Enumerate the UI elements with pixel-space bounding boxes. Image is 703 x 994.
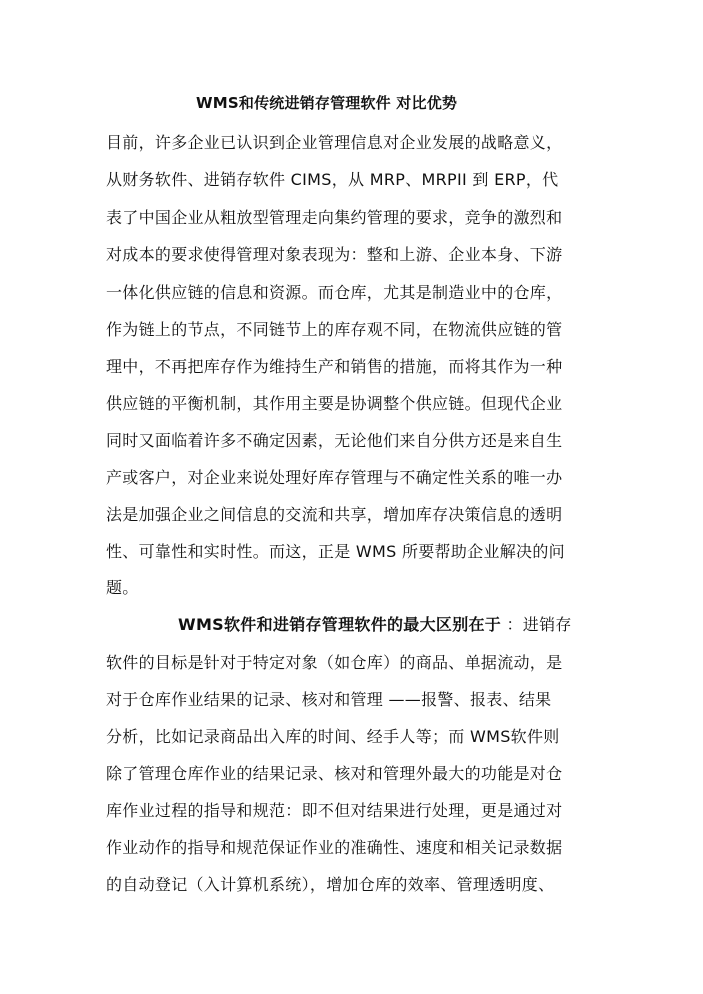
paragraph1-line-8: 供应链的平衡机制，其作用主要是协调整个供应链。但现代企业 bbox=[106, 394, 563, 413]
paragraph1-line-12: 性、可靠性和实时性。而这，正是 WMS 所要帮助企业解决的问 bbox=[106, 542, 565, 561]
paragraph1-line-4: 对成本的要求使得管理对象表现为：整和上游、企业本身、下游 bbox=[106, 245, 563, 264]
paragraph1-line-13: 题。 bbox=[106, 578, 139, 597]
paragraph2-line-1: 软件的目标是针对于特定对象（如仓库）的商品、单据流动，是 bbox=[106, 653, 563, 672]
paragraph2-line-7: 的自动登记（入计算机系统），增加仓库的效率、管理透明度、 bbox=[106, 875, 555, 894]
document-title: WMS和传统进销存管理软件 对比优势 bbox=[196, 94, 458, 112]
paragraph1-line-11: 法是加强企业之间信息的交流和共享，增加库存决策信息的透明 bbox=[106, 505, 563, 524]
paragraph2-line-3: 分析，比如记录商品出入库的时间、经手人等；而 WMS软件则 bbox=[106, 727, 560, 746]
paragraph2-line-4: 除了管理仓库作业的结果记录、核对和管理外最大的功能是对仓 bbox=[106, 764, 563, 783]
paragraph1-line-10: 产或客户，对企业来说处理好库存管理与不确定性关系的唯一办 bbox=[106, 468, 563, 487]
paragraph2-line-5: 库作业过程的指导和规范：即不但对结果进行处理，更是通过对 bbox=[106, 801, 563, 820]
paragraph1-line-3: 表了中国企业从粗放型管理走向集约管理的要求，竞争的激烈和 bbox=[106, 208, 563, 227]
paragraph1-line-1: 目前，许多企业已认识到企业管理信息对企业发展的战略意义， bbox=[106, 133, 563, 152]
paragraph1-line-6: 作为链上的节点，不同链节上的库存观不同，在物流供应链的管 bbox=[106, 320, 563, 339]
paragraph1-line-7: 理中，不再把库存作为维持生产和销售的措施，而将其作为一种 bbox=[106, 357, 563, 376]
paragraph1-line-9: 同时又面临着许多不确定因素，无论他们来自分供方还是来自生 bbox=[106, 431, 563, 450]
paragraph2-line-6: 作业动作的指导和规范保证作业的准确性、速度和相关记录数据 bbox=[106, 838, 563, 857]
paragraph2-lead: WMS软件和进销存管理软件的最大区别在于 bbox=[178, 615, 502, 634]
paragraph2-first-line bbox=[178, 612, 572, 635]
paragraph1-line-5: 一体化供应链的信息和资源。而仓库，尤其是制造业中的仓库， bbox=[106, 283, 563, 302]
paragraph2-lead-rest: ：进销存 bbox=[501, 615, 572, 634]
paragraph2-line-2: 对于仓库作业结果的记录、核对和管理 ——报警、报表、结果 bbox=[106, 690, 552, 709]
paragraph1-line-2: 从财务软件、进销存软件 CIMS，从 MRP、MRPII 到 ERP，代 bbox=[106, 170, 559, 189]
